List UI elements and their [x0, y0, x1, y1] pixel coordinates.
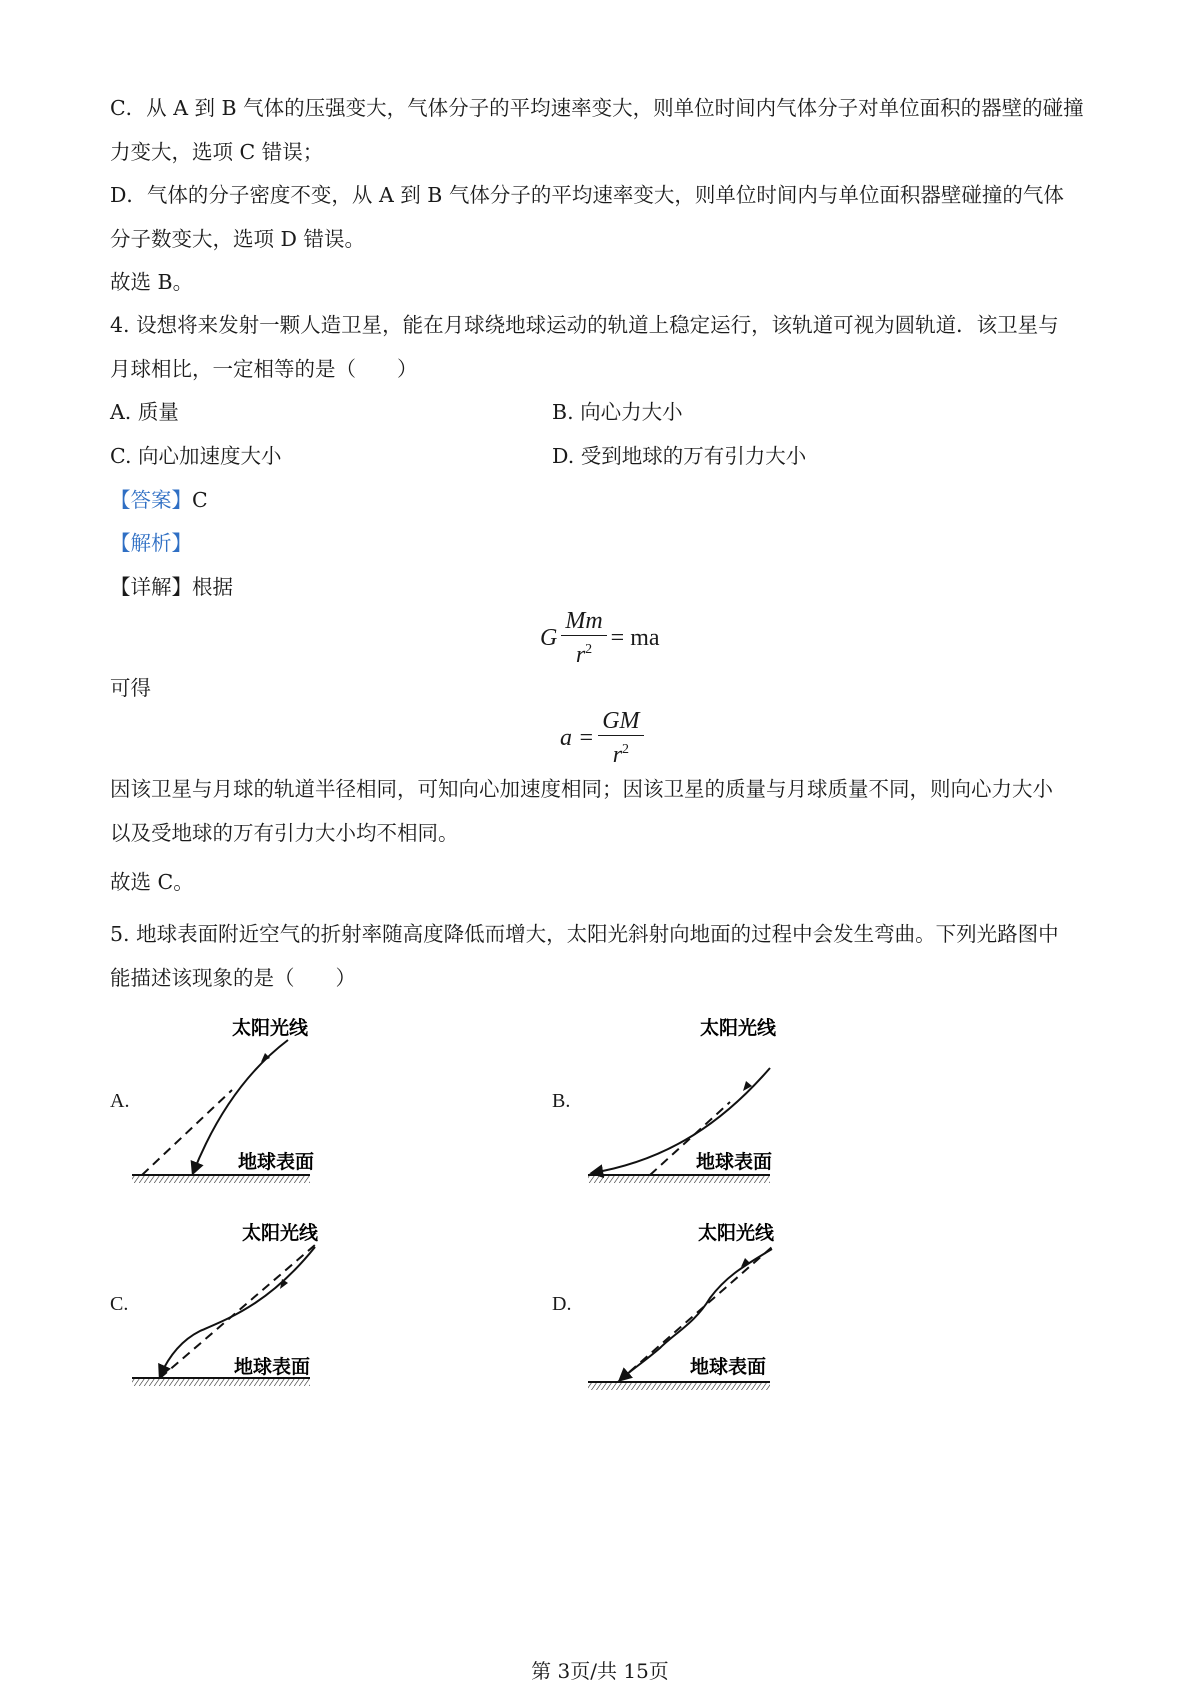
figure-label-a: A.: [110, 1090, 130, 1112]
answer-value: C: [192, 488, 208, 512]
equation-gravity: [540, 608, 660, 668]
option-label: C.: [110, 444, 132, 468]
diagram-option-b: [580, 1010, 820, 1195]
ground-hatch: [588, 1176, 770, 1183]
q4-explain-line-1: 因该卫星与月球的轨道半径相同，可知向心加速度相同；因该卫星的质量与月球质量不同，则向心力大小: [110, 777, 1053, 801]
direction-arrow-icon: [280, 1279, 288, 1289]
eq2-den-exp: 2: [622, 742, 630, 757]
ground-label: 地球表面: [696, 1151, 773, 1173]
detail-text: 根据: [192, 575, 233, 599]
q4-option-b: [552, 398, 683, 426]
q4-option-d: [552, 442, 806, 470]
c-explain-line-1: C．从 A 到 B 气体的压强变大，气体分子的平均速率变大，则单位时间内气体分子对单位面积的器壁的碰撞: [110, 96, 1084, 120]
q4-option-a: [110, 398, 179, 426]
d-explain-line-1: D．气体的分子密度不变，从 A 到 B 气体分子的平均速率变大，则单位时间内与单位面积器壁碰撞的气体: [110, 183, 1064, 207]
c-explain-line-2: 力变大，选项 C 错误；: [110, 140, 324, 164]
option-label: A.: [110, 400, 132, 424]
eq2-lhs: a =: [560, 724, 595, 751]
answer-line: [110, 486, 208, 514]
eq2-den-base: r: [612, 742, 623, 768]
ground-hatch: [132, 1176, 310, 1183]
diagram-option-c: [120, 1213, 360, 1398]
option-text: 受到地球的万有引力大小: [580, 444, 807, 468]
q4-stem-line-1: 4. 设想将来发射一颗人造卫星，能在月球绕地球运动的轨道上稳定运行，该轨道可视为圆轨道．该卫星与: [110, 313, 1059, 337]
figure-label-d: D.: [552, 1293, 572, 1315]
figure-label-b: B.: [552, 1090, 571, 1112]
q5-stem-line-1: 5. 地球表面附近空气的折射率随高度降低而增大，太阳光斜射向地面的过程中会发生弯曲。下列光路图中: [110, 922, 1059, 946]
equation-acceleration: [560, 708, 648, 768]
figure-label-c: C.: [110, 1293, 129, 1315]
eq1-den-exp: 2: [585, 642, 593, 657]
straight-path-dashed: [142, 1090, 232, 1175]
sunlight-label: 太阳光线: [242, 1222, 319, 1244]
ground-label: 地球表面: [238, 1151, 315, 1173]
q5-stem-line-2: 能描述该现象的是（ ）: [110, 966, 356, 990]
ground-hatch: [132, 1379, 310, 1386]
diagram-option-a: [120, 1010, 360, 1195]
option-label: D.: [552, 444, 575, 468]
sunlight-label: 太阳光线: [700, 1017, 777, 1039]
detail-line: [110, 573, 233, 601]
eq1-g: G: [540, 624, 558, 651]
diagram-option-d: [580, 1213, 820, 1398]
analysis-tag: 【解析】: [110, 531, 192, 555]
page-footer: 第 3页/共 15页: [531, 1659, 669, 1683]
ground-label: 地球表面: [234, 1356, 311, 1378]
option-label: B.: [552, 400, 574, 424]
eq2-numerator: GM: [598, 708, 643, 736]
sunlight-label: 太阳光线: [698, 1222, 775, 1244]
option-text: 向心力大小: [580, 400, 683, 424]
q4-explain-line-2: 以及受地球的万有引力大小均不相同。: [110, 821, 459, 845]
eq1-rhs: = ma: [610, 624, 660, 651]
sunlight-label: 太阳光线: [232, 1017, 309, 1039]
detail-tag: 【详解】: [110, 575, 192, 599]
d-explain-line-2: 分子数变大，选项 D 错误。: [110, 227, 365, 251]
option-text: 向心加速度大小: [138, 444, 282, 468]
ground-label: 地球表面: [690, 1356, 767, 1378]
option-text: 质量: [137, 400, 179, 424]
ground-hatch: [588, 1383, 770, 1390]
eq1-den-base: r: [575, 642, 586, 668]
answer-tag: 【答案】: [110, 488, 192, 512]
q4-conclusion: 故选 C。: [110, 870, 194, 894]
q4-stem-line-2: 月球相比，一定相等的是（ ）: [110, 357, 418, 381]
q4-option-c: [110, 442, 282, 470]
eq1-numerator: Mm: [561, 608, 606, 636]
then-text: 可得: [110, 676, 151, 700]
q3-conclusion: 故选 B。: [110, 270, 194, 294]
